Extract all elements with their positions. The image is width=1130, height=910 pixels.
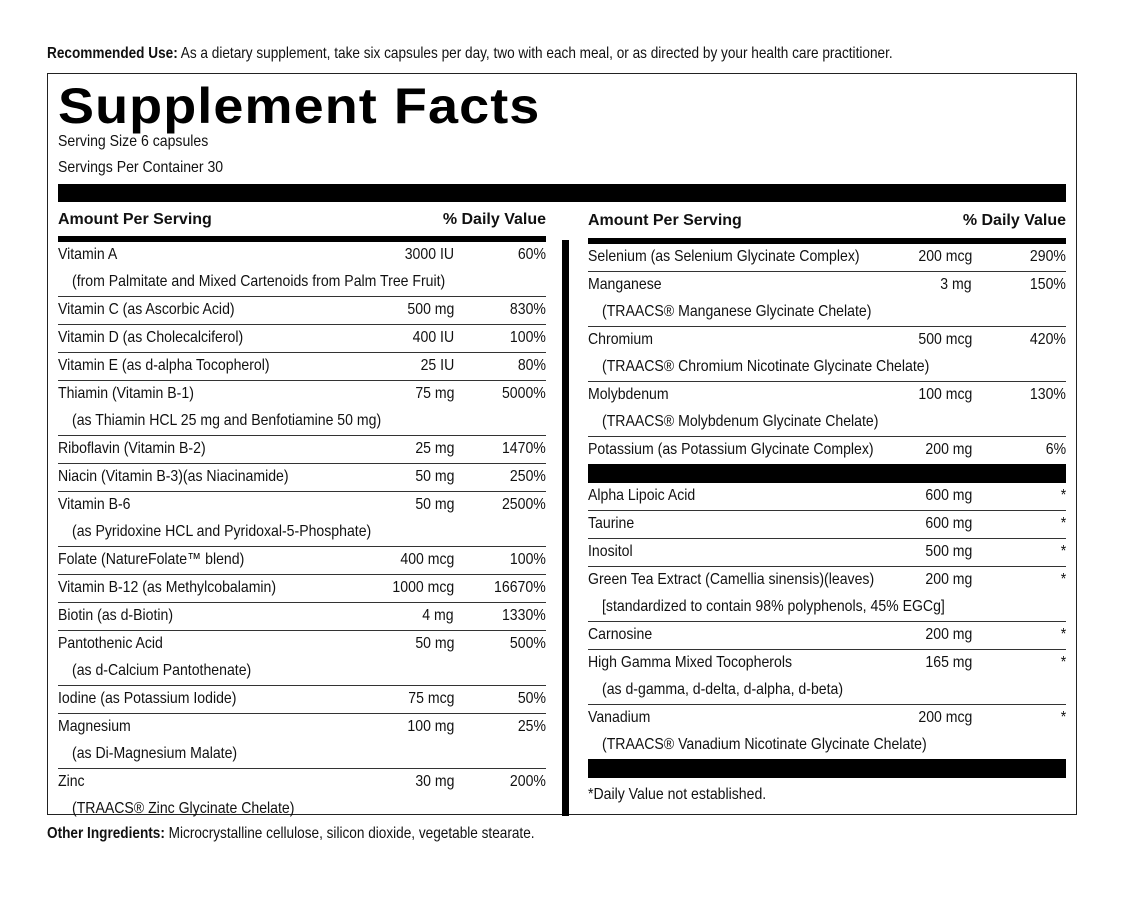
nutrient-amount: 200 mg xyxy=(925,626,972,643)
nutrient-daily-value: 6% xyxy=(1045,441,1066,458)
nutrient-daily-value: 150% xyxy=(1029,276,1066,293)
nutrient-row xyxy=(58,297,546,325)
nutrient-daily-value: 250% xyxy=(509,468,546,485)
nutrient-name: Selenium (as Selenium Glycinate Complex) xyxy=(588,248,860,265)
nutrient-name: Niacin (Vitamin B-3)(as Niacinamide) xyxy=(58,468,289,485)
nutrient-name: Magnesium xyxy=(58,718,131,735)
nutrient-daily-value: 16670% xyxy=(494,579,546,596)
thick-divider xyxy=(58,184,1066,202)
nutrient-daily-value: 100% xyxy=(509,551,546,568)
nutrient-name: Folate (NatureFolate™ blend) xyxy=(58,551,245,568)
nutrient-daily-value: 80% xyxy=(517,357,546,374)
recommended-use xyxy=(47,44,948,64)
serving-size: Serving Size 6 capsules xyxy=(58,133,209,150)
nutrient-source: [standardized to contain 98% polyphenols, 45% EGCg] xyxy=(602,598,945,615)
nutrient-row xyxy=(58,353,546,381)
nutrient-amount: 500 mcg xyxy=(917,331,972,348)
nutrient-row xyxy=(588,327,1066,382)
nutrient-name: Riboflavin (Vitamin B-2) xyxy=(58,440,206,457)
nutrient-amount: 30 mg xyxy=(414,773,454,790)
servings-per-container: Servings Per Container 30 xyxy=(58,159,224,176)
nutrient-daily-value: 25% xyxy=(517,718,546,735)
nutrient-name: Molybdenum xyxy=(588,386,669,403)
nutrient-source: (TRAACS® Molybdenum Glycinate Chelate) xyxy=(602,413,879,430)
nutrient-daily-value: * xyxy=(1060,571,1066,588)
panel-title: Supplement Facts xyxy=(58,78,541,134)
nutrient-daily-value: * xyxy=(1060,709,1066,726)
nutrient-name: Pantothenic Acid xyxy=(58,635,163,652)
recommended-use-label: Recommended Use: xyxy=(47,45,178,62)
nutrient-row xyxy=(588,567,1066,622)
nutrient-amount: 75 mg xyxy=(414,385,454,402)
nutrient-amount: 600 mg xyxy=(925,487,972,504)
other-ingredients-text: Microcrystalline cellulose, silicon dioxide, vegetable stearate. xyxy=(168,825,535,842)
nutrient-row xyxy=(588,382,1066,437)
nutrient-name: Carnosine xyxy=(588,626,653,643)
nutrient-row xyxy=(588,483,1066,511)
nutrient-amount: 500 mg xyxy=(925,543,972,560)
nutrient-name: Inositol xyxy=(588,543,633,560)
left-column xyxy=(58,202,546,823)
nutrient-row xyxy=(58,464,546,492)
nutrient-row xyxy=(588,622,1066,650)
nutrient-row xyxy=(58,492,546,547)
nutrient-name: Vitamin E (as d-alpha Tocopherol) xyxy=(58,357,270,374)
nutrient-amount: 100 mg xyxy=(407,718,454,735)
nutrient-amount: 75 mcg xyxy=(407,690,454,707)
nutrient-row xyxy=(58,381,546,436)
nutrient-row xyxy=(58,547,546,575)
nutrient-name: Vanadium xyxy=(588,709,651,726)
nutrient-name: Taurine xyxy=(588,515,635,532)
footnote xyxy=(588,778,1066,808)
column-divider xyxy=(562,240,569,816)
other-ingredients-label: Other Ingredients: xyxy=(47,825,165,842)
nutrient-name: Vitamin C (as Ascorbic Acid) xyxy=(58,301,235,318)
nutrient-name: Manganese xyxy=(588,276,662,293)
nutrient-row xyxy=(588,272,1066,327)
nutrient-daily-value: 5000% xyxy=(502,385,546,402)
nutrient-daily-value: 1470% xyxy=(502,440,546,457)
nutrient-source: (TRAACS® Chromium Nicotinate Glycinate Chelate) xyxy=(602,358,930,375)
nutrient-amount: 500 mg xyxy=(407,301,454,318)
nutrient-name: Thiamin (Vitamin B-1) xyxy=(58,385,194,402)
nutrient-amount: 400 IU xyxy=(412,329,454,346)
nutrient-name: Vitamin B-6 xyxy=(58,496,131,513)
right-header-dv: % Daily Value xyxy=(962,212,1066,229)
nutrient-amount: 50 mg xyxy=(414,635,454,652)
nutrient-source: (TRAACS® Zinc Glycinate Chelate) xyxy=(72,800,295,817)
section-divider-bar xyxy=(588,464,1066,483)
nutrient-amount: 25 mg xyxy=(414,440,454,457)
nutrient-row xyxy=(588,705,1066,759)
footnote-text: *Daily Value not established. xyxy=(588,786,767,803)
nutrient-row xyxy=(588,244,1066,272)
nutrient-row xyxy=(58,769,546,823)
nutrient-name: Iodine (as Potassium Iodide) xyxy=(58,690,237,707)
nutrient-source: (as d-Calcium Pantothenate) xyxy=(72,662,252,679)
nutrient-name: Alpha Lipoic Acid xyxy=(588,487,696,504)
nutrient-daily-value: 2500% xyxy=(502,496,546,513)
nutrient-daily-value: * xyxy=(1060,626,1066,643)
nutrient-daily-value: 50% xyxy=(517,690,546,707)
nutrient-amount: 200 mg xyxy=(925,441,972,458)
nutrient-amount: 200 mcg xyxy=(917,709,972,726)
footnote-divider-bar xyxy=(588,759,1066,778)
nutrient-row xyxy=(58,325,546,353)
right-column xyxy=(588,202,1066,808)
nutrient-daily-value: 130% xyxy=(1029,386,1066,403)
nutrient-source: (as d-gamma, d-delta, d-alpha, d-beta) xyxy=(602,681,844,698)
right-header xyxy=(588,202,1066,238)
nutrient-row xyxy=(58,436,546,464)
nutrient-daily-value: 1330% xyxy=(502,607,546,624)
nutrient-daily-value: 500% xyxy=(509,635,546,652)
nutrient-name: Green Tea Extract (Camellia sinensis)(leaves) xyxy=(588,571,875,588)
nutrient-row xyxy=(588,437,1066,464)
other-ingredients xyxy=(47,824,948,844)
nutrient-daily-value: 830% xyxy=(509,301,546,318)
left-header-amount: Amount Per Serving xyxy=(58,211,212,228)
nutrient-amount: 50 mg xyxy=(414,468,454,485)
nutrient-amount: 200 mg xyxy=(925,571,972,588)
nutrient-name: Potassium (as Potassium Glycinate Complex) xyxy=(588,441,874,458)
nutrient-source: (as Di-Magnesium Malate) xyxy=(72,745,238,762)
nutrient-daily-value: * xyxy=(1060,654,1066,671)
nutrient-name: Zinc xyxy=(58,773,85,790)
right-other-list xyxy=(588,483,1066,759)
nutrient-row xyxy=(58,631,546,686)
supplement-facts-panel xyxy=(47,73,1077,815)
nutrient-row xyxy=(58,242,546,297)
nutrient-name: High Gamma Mixed Tocopherols xyxy=(588,654,792,671)
left-header xyxy=(58,202,546,236)
nutrient-amount: 100 mcg xyxy=(917,386,972,403)
nutrient-row xyxy=(588,511,1066,539)
nutrient-daily-value: 290% xyxy=(1029,248,1066,265)
nutrient-daily-value: 100% xyxy=(509,329,546,346)
nutrient-row xyxy=(588,539,1066,567)
nutrient-source: (TRAACS® Manganese Glycinate Chelate) xyxy=(602,303,872,320)
nutrient-amount: 600 mg xyxy=(925,515,972,532)
nutrient-daily-value: 200% xyxy=(509,773,546,790)
nutrient-name: Vitamin A xyxy=(58,246,118,263)
nutrient-daily-value: 60% xyxy=(517,246,546,263)
nutrient-name: Vitamin B-12 (as Methylcobalamin) xyxy=(58,579,277,596)
nutrient-source: (as Thiamin HCL 25 mg and Benfotiamine 50 mg) xyxy=(72,412,382,429)
recommended-use-text: As a dietary supplement, take six capsules per day, two with each meal, or as directed by your health care practitioner. xyxy=(180,45,893,62)
nutrient-amount: 200 mcg xyxy=(917,248,972,265)
left-nutrient-list xyxy=(58,242,546,823)
nutrient-amount: 400 mcg xyxy=(399,551,454,568)
nutrient-source: (TRAACS® Vanadium Nicotinate Glycinate Chelate) xyxy=(602,736,927,753)
right-header-amount: Amount Per Serving xyxy=(588,212,742,229)
nutrient-row xyxy=(58,603,546,631)
nutrient-source: (from Palmitate and Mixed Cartenoids from Palm Tree Fruit) xyxy=(72,273,446,290)
nutrient-row xyxy=(588,650,1066,705)
nutrient-daily-value: 420% xyxy=(1029,331,1066,348)
nutrient-amount: 4 mg xyxy=(422,607,454,624)
nutrient-amount: 165 mg xyxy=(925,654,972,671)
nutrient-row xyxy=(58,575,546,603)
nutrient-daily-value: * xyxy=(1060,543,1066,560)
left-header-dv: % Daily Value xyxy=(442,211,546,228)
nutrient-daily-value: * xyxy=(1060,515,1066,532)
nutrient-name: Vitamin D (as Cholecalciferol) xyxy=(58,329,244,346)
nutrient-amount: 3 mg xyxy=(940,276,972,293)
nutrient-row xyxy=(58,714,546,769)
nutrient-amount: 1000 mcg xyxy=(392,579,454,596)
nutrient-name: Chromium xyxy=(588,331,653,348)
nutrient-amount: 50 mg xyxy=(414,496,454,513)
nutrient-daily-value: * xyxy=(1060,487,1066,504)
nutrient-row xyxy=(58,686,546,714)
nutrient-amount: 3000 IU xyxy=(404,246,454,263)
nutrient-name: Biotin (as d-Biotin) xyxy=(58,607,174,624)
nutrient-amount: 25 IU xyxy=(420,357,454,374)
nutrient-source: (as Pyridoxine HCL and Pyridoxal-5-Phosphate) xyxy=(72,523,372,540)
right-mineral-list xyxy=(588,244,1066,464)
